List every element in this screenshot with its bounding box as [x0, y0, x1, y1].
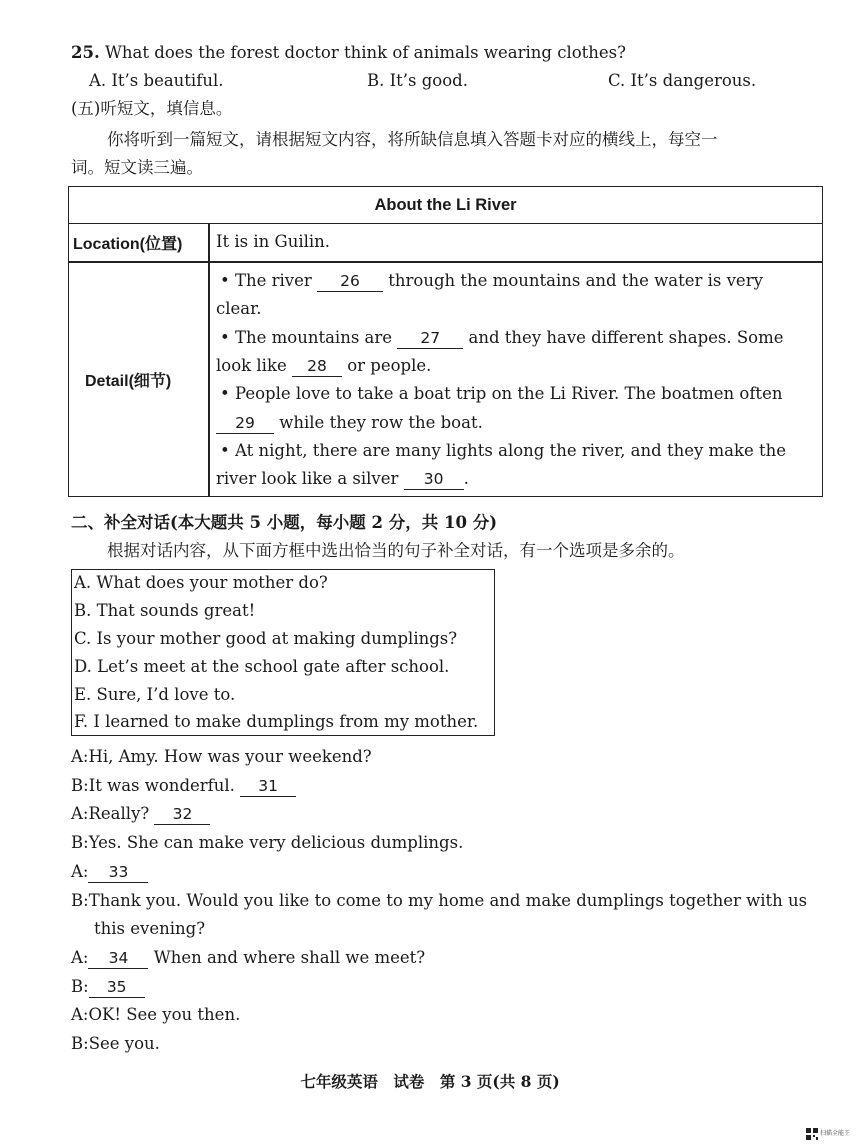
question-text: What does the forest doctor think of animals wearing clothes?	[104, 43, 626, 62]
answer-blank-33[interactable]: 33	[88, 862, 148, 883]
dialogue-line: this evening?	[94, 919, 206, 938]
q25-option-a: A. It’s beautiful.	[89, 71, 224, 90]
dialogue-line: B:It was wonderful. 31	[71, 774, 296, 798]
question-number: 25.	[71, 43, 100, 62]
answer-blank-35[interactable]: 35	[89, 977, 145, 998]
speaker: B:	[71, 891, 89, 910]
answer-blank-32[interactable]: 32	[154, 804, 210, 825]
detail-line: • The river 26 through the mountains and the water is very	[220, 271, 763, 290]
info-table	[68, 186, 823, 497]
answer-blank-28[interactable]: 28	[292, 356, 342, 377]
option-b: B. That sounds great!	[74, 601, 256, 620]
answer-blank-34[interactable]: 34	[88, 948, 148, 969]
speaker: B:	[71, 1034, 89, 1053]
section-5-instruction-2: 词。短文读三遍。	[71, 158, 203, 177]
dialogue-line: B:Yes. She can make very delicious dumplings.	[71, 833, 464, 852]
detail-line: 29 while they row the boat.	[216, 411, 483, 435]
answer-blank-31[interactable]: 31	[240, 776, 296, 797]
part-2-instruction: 根据对话内容，从下面方框中选出恰当的句子补全对话，有一个选项是多余的。	[107, 541, 685, 560]
table-row-divider	[69, 261, 822, 263]
speaker: A:	[71, 804, 89, 823]
location-label: Location(位置)	[73, 236, 183, 253]
option-f: F. I learned to make dumplings from my mother.	[74, 712, 479, 731]
table-header: About the Li River	[69, 187, 822, 224]
dialogue-line	[71, 975, 145, 999]
dialogue-line	[71, 860, 148, 884]
detail-line: • The mountains are 27 and they have different shapes. Some	[220, 328, 784, 347]
speaker: A:	[71, 747, 89, 766]
detail-line: look like 28 or people.	[216, 356, 432, 375]
section-5-instruction-1: 你将听到一篇短文，请根据短文内容，将所缺信息填入答题卡对应的横线上，每空一	[107, 130, 718, 149]
detail-line: river look like a silver 30 .	[216, 469, 469, 488]
answer-blank-30[interactable]: 30	[404, 469, 464, 490]
table-column-divider	[208, 224, 210, 496]
speaker: A:	[71, 1005, 89, 1024]
dialogue-line: B:See you.	[71, 1034, 160, 1053]
dialogue-line: A:Hi, Amy. How was your weekend?	[71, 747, 372, 766]
answer-blank-29[interactable]: 29	[216, 413, 274, 434]
section-5-title: (五)听短文，填信息。	[71, 99, 233, 118]
dialogue-line: A:OK! See you then.	[71, 1005, 241, 1024]
detail-line: • At night, there are many lights along the river, and they make the	[220, 441, 787, 460]
dialogue-line: A:Really? 32	[71, 802, 210, 826]
detail-line: • People love to take a boat trip on the Li River. The boatmen often	[220, 384, 783, 403]
dialogue-line: A: 34 When and where shall we meet?	[71, 948, 426, 967]
speaker: B:	[71, 776, 89, 795]
answer-blank-26[interactable]: 26	[317, 271, 383, 292]
detail-line: clear.	[216, 299, 262, 318]
part-2-title: 二、补全对话(本大题共 5 小题，每小题 2 分，共 10 分)	[71, 513, 498, 532]
location-value: It is in Guilin.	[216, 232, 331, 251]
option-e: E. Sure, I’d love to.	[74, 685, 236, 704]
dialogue-line: B:Thank you. Would you like to come to my home and make dumplings together with us	[71, 891, 808, 910]
page-footer: 七年级英语 试卷 第 3 页(共 8 页)	[300, 1072, 560, 1091]
option-a: A. What does your mother do?	[74, 573, 328, 592]
speaker: B:	[71, 833, 89, 852]
speaker: B:	[71, 977, 89, 996]
answer-blank-27[interactable]: 27	[397, 328, 463, 349]
question-25-stem	[71, 41, 626, 65]
speaker: A:	[71, 948, 89, 967]
qr-code-icon	[806, 1128, 818, 1140]
speaker: A:	[71, 862, 89, 881]
option-d: D. Let’s meet at the school gate after school.	[74, 657, 450, 676]
options-box	[71, 569, 495, 736]
detail-label: Detail(细节)	[85, 373, 172, 390]
watermark-text: 扫描全能王	[820, 1130, 851, 1137]
q25-option-b: B. It’s good.	[367, 71, 468, 90]
option-c: C. Is your mother good at making dumplings?	[74, 629, 458, 648]
q25-option-c: C. It’s dangerous.	[608, 71, 757, 90]
